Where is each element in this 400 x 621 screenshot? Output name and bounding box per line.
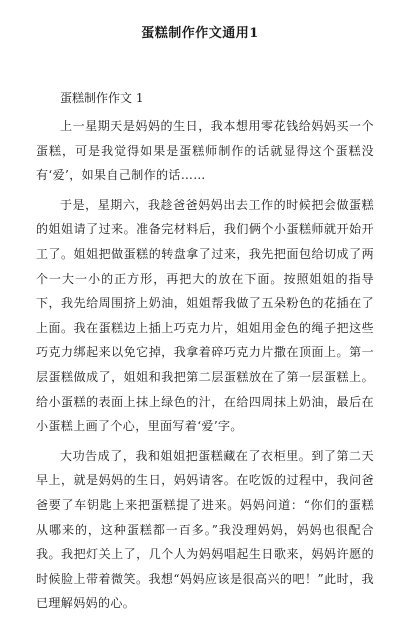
document-title: 蛋糕制作作文通用1 [141, 26, 259, 41]
paragraph-2: 于是，星期六，我趁爸爸妈妈出去工作的时候把会做蛋糕的姐姐请了过来。准备完材料后，我们俩个小蛋糕师就开始开工了。姐姐把做蛋糕的转盘拿了过来，我先把面包给切成了两个一大一小的正方形，再把大的放在下面。按照姐姐的指导下，我先给周围挤上奶油，姐姐帮我做了五朵粉色的花插在了上面。我在蛋糕边上插上巧克力片，姐姐用金色的绳子把这些巧克力绑起来以免它掉，我拿着碎巧克力片撒在顶面上。第一层蛋糕做成了，姐姐和我把第二层蛋糕放在了第一层蛋糕上。给小蛋糕的表面上抹上绿色的汁，在给四周抹上奶油，最后在小蛋糕上画了个心，里面写着‘爱’字。 [36, 197, 374, 434]
paragraph-1: 上一星期天是妈妈的生日，我本想用零花钱给妈妈买一个蛋糕，可是我觉得如果是蛋糕师制作的话就显得这个蛋糕没有‘爱’，如果自己制作的话…… [36, 119, 374, 183]
article-body [36, 114, 374, 621]
article-heading: 蛋糕制作作文 1 [60, 91, 144, 105]
paragraph-3: 大功告成了，我和姐姐把蛋糕藏在了衣柜里。到了第二天早上，就是妈妈的生日，妈妈请客。在吃饭的过程中，我问爸爸要了车钥匙上来把蛋糕提了进来。妈妈问道：“你们的蛋糕从哪来的，这种蛋糕都一百多。”我没理妈妈，妈妈也很配合我。我把灯关上了，几个人为妈妈唱起生日歌来，妈妈许愿的时候脸上带着微笑。我想“妈妈应该是很高兴的吧！”此时，我已理解妈妈的心。 [36, 448, 374, 611]
